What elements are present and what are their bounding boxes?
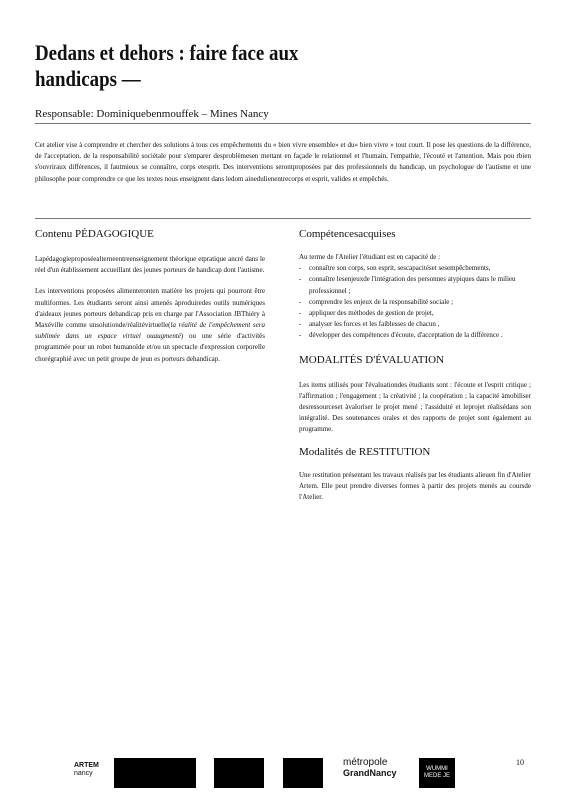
list-item: - appliquer des méthodes de gestion de projet,: [299, 308, 531, 319]
divider-top: [35, 123, 531, 124]
metropole-logo: [343, 758, 397, 778]
contenu-text-start: Les interventions proposées alimenteronten matière les projets qui pourront être multiformes. Les étudiants seront ainsi amenés àproduiredes outils numériques d'aideaux jeunes porteurs dehandicap pris en charge par l'Association JBThiéry à Maxéville comme unsolutionde/réalitévirtuelle(: [35, 287, 265, 330]
artem-logo: [74, 762, 99, 778]
right-column: [299, 228, 531, 513]
evaluation-paragraph: Les items utilisés pour l'évaluationdes étudiants sont : l'écoute et l'esprit critique ; l'affirmation ; l'engagement ; la créativité ; la coopération ; la capacité àmobiliser desressourceset àvaloriser le projet mené ; l'assiduité et leprojet réalisédans son intégralité. Des soutenances orales et des rapports de projet sont également au programme.: [299, 380, 531, 434]
list-item: - développer des compétences d'écoute, d'acceptation de la différence .: [299, 330, 531, 341]
section-heading-restitution: Modalités de RESTITUTION: [299, 445, 431, 458]
contenu-paragraph-2: [35, 286, 265, 364]
section-heading-competences: Compétencesacquises: [299, 228, 396, 240]
page-number: 10: [516, 758, 524, 767]
restitution-paragraph: Une restitution présentant les travaux réalisés par les étudiants alieuen fin d'Atelier Artem. Elle peut prendre diverses formes à partir des projets menés au coursde l'Atelier.: [299, 470, 531, 502]
list-item: - connaître lesenjeuxde l'intégration des personnes atypiques dans le milieu professionnel ;: [299, 274, 531, 296]
section-heading-evaluation: MODALITÉS D'ÉVALUATION: [299, 353, 445, 366]
left-column: [35, 228, 265, 375]
metropole-logo-line2: GrandNancy: [343, 768, 397, 778]
artem-logo-line2: nancy: [74, 770, 93, 777]
list-item: - analyser les forces et les faiblesses de chacun ,: [299, 319, 531, 330]
competences-list: [299, 263, 531, 341]
page-title: Dedans et dehors : faire face aux handicaps —: [35, 40, 299, 91]
partner-logo-block: [283, 758, 323, 788]
list-item: - connaître son corps, son esprit, sescapacitéset sesempêchements,: [299, 263, 531, 274]
contenu-text-italic: la réalité de l'empêchement sera sublimée dans un espace virtuel ouaugmenté: [35, 321, 265, 341]
list-item: - comprendre les enjeux de la responsabilité sociale ;: [299, 297, 531, 308]
responsable-line: Responsable: Dominiquebenmouffek – Mines Nancy: [35, 108, 269, 120]
intro-paragraph: Cet atelier vise à comprendre et chercher des solutions à tous ces empêchements du « bien vivre ensemble» et du« bien vivre » tout court. Il pose les questions de la différence, de l'acceptation, de la responsabilité sociétale pour s'emparer desproblèmesen mettant en façade le relationnel et l'humain, l'empathie, l'écouté et l'attention. Mais pou rbien s'ouvriraux différences, il fautmieux se connaître, corps etesprit. Des interventions serontproposées par des professionnels du handicap, un psychologue de l'autisme et une philosophe pour comprendre ce que les textes nous enseignent dans ledom ainedulienentrecorps et esprit, valides et empêchés.: [35, 141, 531, 183]
contenu-paragraph-1: Lapédagogieproposéealterneentreenseignement théorique etpratique ancré dans le réel d'un établissement accueillant des jeunes porteurs de handicap dont l'autisme.: [35, 255, 265, 275]
footer: [0, 756, 566, 792]
artem-logo-line1: ARTEM: [74, 762, 99, 769]
competences-intro: Au terme de l'Atelier l'étudiant est en capacité de :: [299, 253, 441, 261]
contenu-text-end: ) ou une série d'activités programmée pour un robot humanoïde et/ou un spectacle d'expression corporelle chorégraphié avec un petit groupe de jeun es porteurs dehandicap.: [35, 332, 265, 363]
partner-logo-block: [114, 758, 196, 788]
divider-mid: [35, 218, 531, 219]
partner-box-logo: WUMMI MEDE JE: [419, 758, 455, 788]
section-heading-contenu: Contenu PÉDAGOGIQUE: [35, 228, 154, 240]
partner-logo-block: [214, 758, 264, 788]
metropole-logo-line1: métropole: [343, 757, 388, 768]
